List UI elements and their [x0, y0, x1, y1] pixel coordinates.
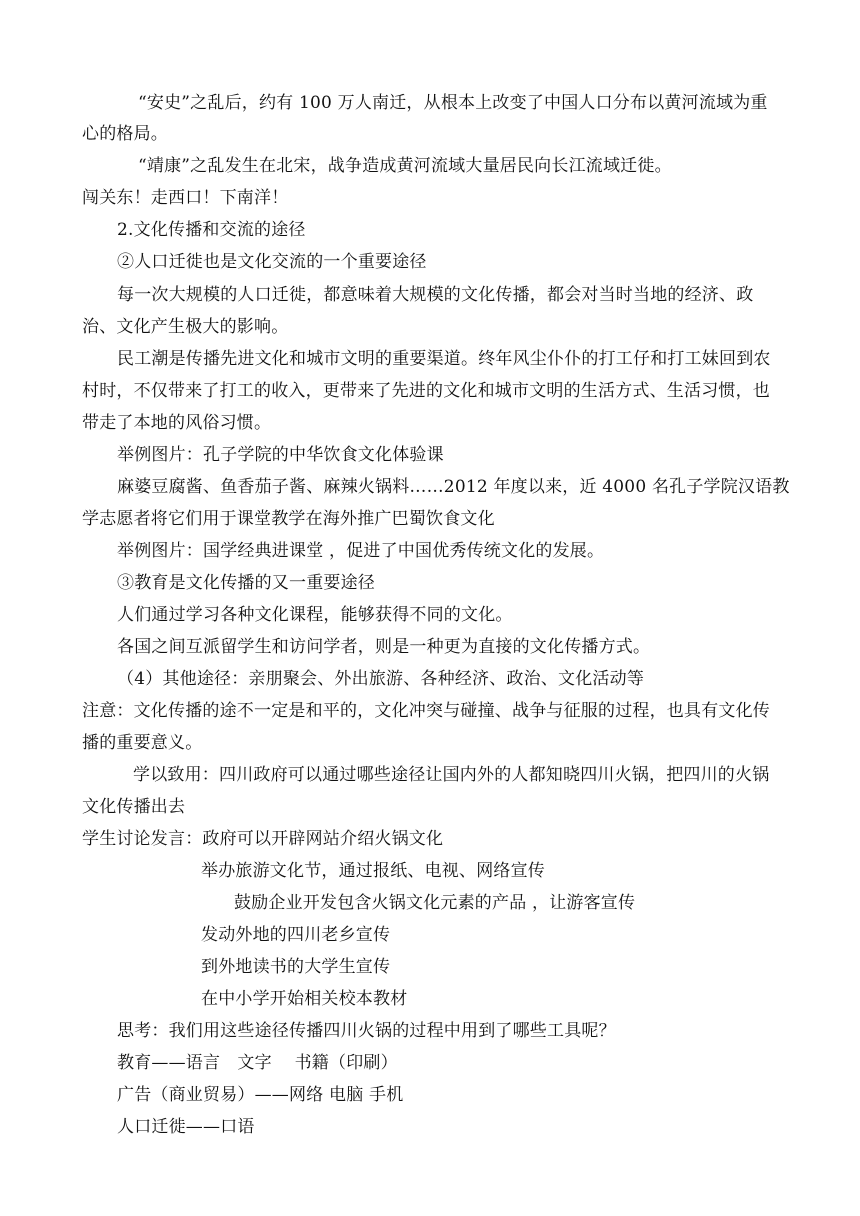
- text-line: 思考：我们用这些途径传播四川火锅的过程中用到了哪些工具呢？: [117, 1021, 616, 1041]
- text-line: 举例图片：孔子学院的中华饮食文化体验课: [117, 445, 444, 465]
- text-line: 麻婆豆腐酱、鱼香茄子酱、麻辣火锅料……2012 年度以来，近 4000 名孔子学院汉语教: [117, 477, 790, 497]
- text-line: 闯关东！走西口！下南洋！: [82, 188, 289, 208]
- text-line: 学以致用：四川政府可以通过哪些途径让国内外的人都知晓四川火锅，把四川的火锅: [133, 765, 770, 785]
- text-line: 每一次大规模的人口迁徙，都意味着大规模的文化传播，都会对当时当地的经济、政: [117, 285, 754, 305]
- list-item: 举办旅游文化节，通过报纸、电视、网络宣传: [201, 861, 545, 881]
- subsection-heading: ②人口迁徙也是文化交流的一个重要途径: [117, 252, 427, 272]
- text-line: 心的格局。: [82, 124, 168, 144]
- text-line: “安史”之乱后，约有 100 万人南迁，从根本上改变了中国人口分布以黄河流域为重: [138, 93, 768, 113]
- list-item: 到外地读书的大学生宣传: [201, 957, 391, 977]
- text-line: 注意：文化传播的途不一定是和平的，文化冲突与碰撞、战争与征服的过程，也具有文化传: [82, 701, 770, 721]
- text-line: 教育——语言 文字 书籍（印刷）: [117, 1053, 398, 1073]
- text-line: 人口迁徙——口语: [117, 1117, 255, 1137]
- subsection-heading: ③教育是文化传播的又一重要途径: [117, 573, 375, 593]
- text-line: 各国之间互派留学生和访问学者，则是一种更为直接的文化传播方式。: [117, 637, 651, 657]
- text-line: 民工潮是传播先进文化和城市文明的重要渠道。终年风尘仆仆的打工仔和打工妹回到农: [117, 349, 771, 369]
- text-line: 学生讨论发言：政府可以开辟网站介绍火锅文化: [82, 829, 444, 849]
- text-line: 带走了本地的风俗习惯。: [82, 413, 272, 433]
- text-line: 学志愿者将它们用于课堂教学在海外推广巴蜀饮食文化: [82, 509, 495, 529]
- list-item: 发动外地的四川老乡宣传: [201, 925, 391, 945]
- text-line: 村时，不仅带来了打工的收入，更带来了先进的文化和城市文明的生活方式、生活习惯，也: [82, 381, 770, 401]
- section-heading: 2.文化传播和交流的途径: [117, 220, 306, 240]
- text-line: 播的重要意义。: [82, 733, 203, 753]
- text-line: 举例图片：国学经典进课堂 ，促进了中国优秀传统文化的发展。: [117, 541, 605, 561]
- list-item: 在中小学开始相关校本教材: [201, 989, 408, 1009]
- text-line: 人们通过学习各种文化课程，能够获得不同的文化。: [117, 605, 513, 625]
- text-line: 广告（商业贸易）——网络 电脑 手机: [117, 1085, 404, 1105]
- text-line: （4）其他途径：亲朋聚会、外出旅游、各种经济、政治、文化活动等: [117, 669, 645, 689]
- text-line: 治、文化产生极大的影响。: [82, 317, 289, 337]
- list-item: 鼓励企业开发包含火锅文化元素的产品 ，让游客宣传: [234, 893, 636, 913]
- text-line: “靖康”之乱发生在北宋，战争造成黄河流域大量居民向长江流域迁徙。: [138, 156, 672, 176]
- text-line: 文化传播出去: [82, 797, 186, 817]
